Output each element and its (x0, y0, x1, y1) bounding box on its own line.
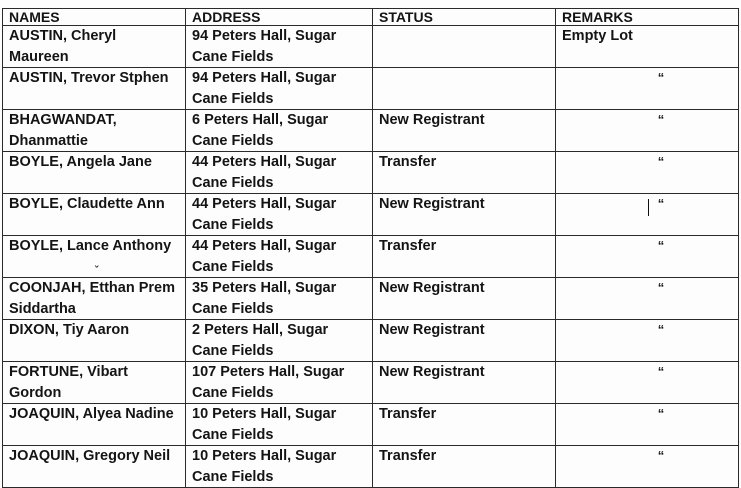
header-names: NAMES (3, 9, 186, 26)
cell-address: 94 Peters Hall, Sugar Cane Fields (186, 68, 373, 110)
table-body (3, 26, 739, 488)
ditto-mark: “ (657, 448, 665, 463)
table-row (3, 320, 739, 362)
caret-mark-icon: ˇ (94, 264, 100, 277)
ditto-mark: “ (657, 322, 665, 337)
cell-address: 10 Peters Hall, Sugar Cane Fields (186, 404, 373, 446)
cell-name: BOYLE, Angela Jane (3, 152, 186, 194)
ditto-mark: “ (657, 238, 665, 253)
table-header (3, 9, 739, 26)
cell-name: BHAGWANDAT, Dhanmattie (3, 110, 186, 152)
cell-status: New Registrant (373, 194, 556, 236)
table-row (3, 194, 739, 236)
cell-status: Transfer (373, 446, 556, 488)
cell-remark (556, 320, 739, 362)
header-row (3, 9, 739, 26)
cell-address: 35 Peters Hall, Sugar Cane Fields (186, 278, 373, 320)
cell-address: 44 Peters Hall, Sugar Cane Fields (186, 236, 373, 278)
table-row (3, 236, 739, 278)
ditto-mark: “ (657, 154, 665, 169)
cell-address: 94 Peters Hall, Sugar Cane Fields (186, 26, 373, 68)
cell-address: 107 Peters Hall, Sugar Cane Fields (186, 362, 373, 404)
ditto-mark: “ (657, 70, 665, 85)
table-row (3, 68, 739, 110)
header-status: STATUS (373, 9, 556, 26)
cell-status: Transfer (373, 404, 556, 446)
table-row (3, 110, 739, 152)
cell-status: Transfer (373, 152, 556, 194)
ditto-mark: “ (657, 112, 665, 127)
cell-status: New Registrant (373, 278, 556, 320)
cell-name: JOAQUIN, Alyea Nadine (3, 404, 186, 446)
cell-remark (556, 194, 739, 236)
cell-address: 44 Peters Hall, Sugar Cane Fields (186, 194, 373, 236)
header-address: ADDRESS (186, 9, 373, 26)
table-row (3, 446, 739, 488)
text-cursor (648, 199, 649, 216)
cell-name: JOAQUIN, Gregory Neil (3, 446, 186, 488)
cell-address: 6 Peters Hall, Sugar Cane Fields (186, 110, 373, 152)
remark-text: Empty Lot (562, 28, 633, 44)
table-row (3, 362, 739, 404)
cell-remark (556, 236, 739, 278)
cell-address: 10 Peters Hall, Sugar Cane Fields (186, 446, 373, 488)
cell-remark (556, 446, 739, 488)
table-row (3, 404, 739, 446)
cell-name: BOYLE, Lance Anthony (3, 236, 186, 278)
cell-address: 44 Peters Hall, Sugar Cane Fields (186, 152, 373, 194)
ditto-mark: “ (657, 196, 665, 211)
cell-name: COONJAH, Etthan Prem Siddartha (3, 278, 186, 320)
cell-remark (556, 26, 739, 68)
ditto-mark: “ (657, 280, 665, 295)
cell-name: AUSTIN, Cheryl Maureen (3, 26, 186, 68)
ditto-mark: “ (657, 406, 665, 421)
cell-name: BOYLE, Claudette Ann (3, 194, 186, 236)
cell-remark (556, 362, 739, 404)
cell-remark (556, 68, 739, 110)
cell-remark (556, 152, 739, 194)
cell-name: DIXON, Tiy Aaron (3, 320, 186, 362)
cell-name: FORTUNE, Vibart Gordon (3, 362, 186, 404)
cell-status: New Registrant (373, 362, 556, 404)
table-row (3, 152, 739, 194)
ditto-mark: “ (657, 364, 665, 379)
cell-status: Transfer (373, 236, 556, 278)
cell-address: 2 Peters Hall, Sugar Cane Fields (186, 320, 373, 362)
registrant-table (2, 8, 739, 488)
table-row (3, 278, 739, 320)
cell-remark (556, 110, 739, 152)
header-remarks: REMARKS (556, 9, 739, 26)
cell-name: AUSTIN, Trevor Stphen (3, 68, 186, 110)
table-row (3, 26, 739, 68)
cell-remark (556, 278, 739, 320)
cell-status: New Registrant (373, 110, 556, 152)
cell-status (373, 68, 556, 110)
cell-remark (556, 404, 739, 446)
cell-status (373, 26, 556, 68)
cell-status: New Registrant (373, 320, 556, 362)
